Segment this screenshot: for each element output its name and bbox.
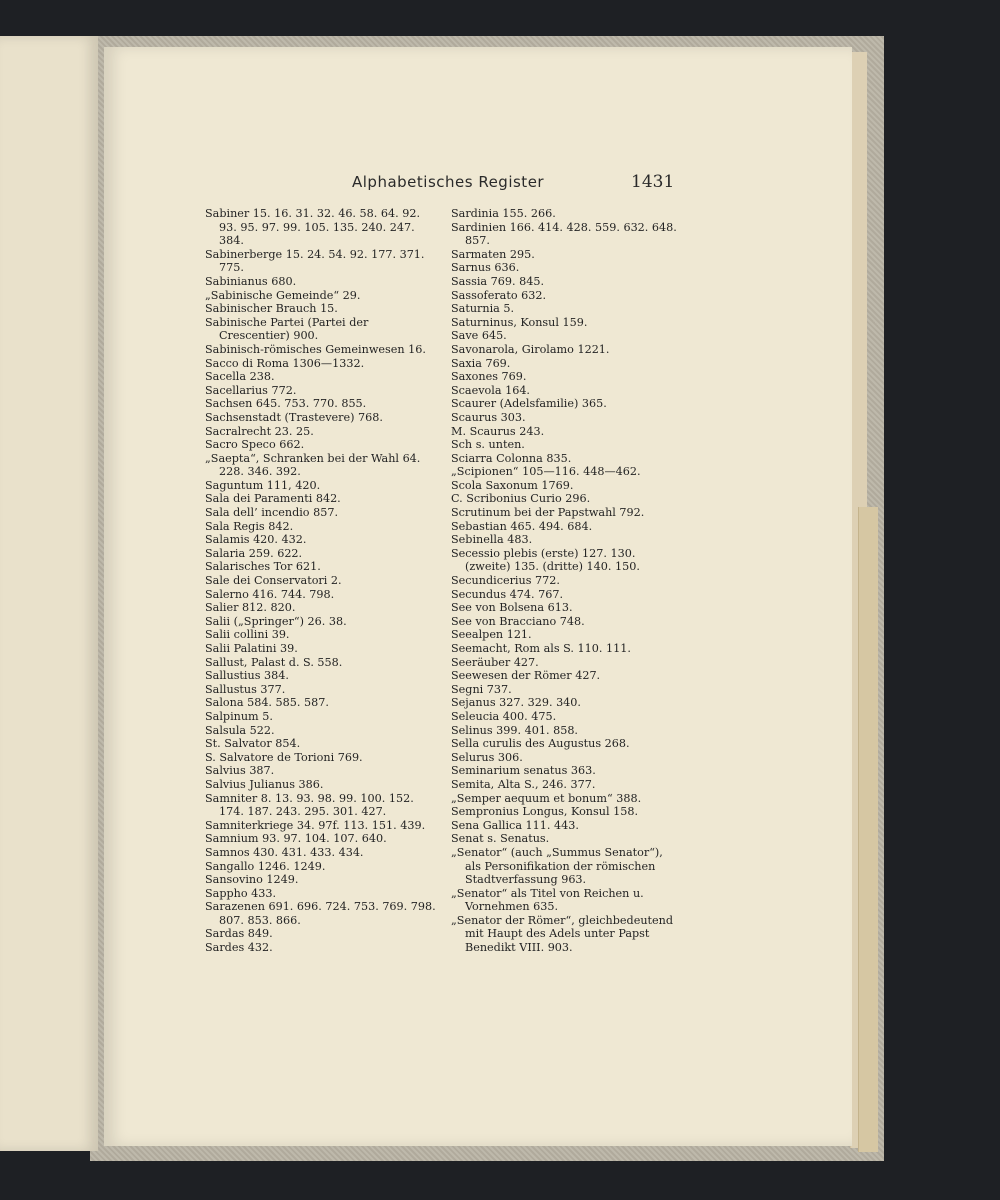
index-entry: Sarmaten 295. — [451, 247, 535, 261]
index-entry: Saxones 769. — [451, 370, 527, 384]
index-entry: Sabiner 15. 16. 31. 32. 46. 58. 64. 92. 93. 95. 97. 99. 105. 135. 240. 247. 384. — [205, 207, 421, 248]
index-entry: Sachsenstadt (Trastevere) 768. — [205, 410, 383, 424]
index-entry: Sardinia 155. 266. — [451, 207, 556, 220]
page-marker-strip — [858, 507, 878, 1152]
index-column-right — [451, 207, 679, 955]
index-entry: Sansovino 1249. — [205, 873, 299, 887]
index-entry: Sabinianus 680. — [205, 274, 297, 288]
index-entry: Salier 812. 820. — [205, 601, 296, 615]
index-entry: Sardas 849. — [205, 927, 273, 941]
index-entry: „Semper aequum et bonum“ 388. — [451, 791, 642, 805]
index-entry: Scola Saxonum 1769. — [451, 478, 574, 492]
index-entry: Samniterkriege 34. 97f. 113. 151. 439. — [205, 818, 426, 832]
index-entry: Sassia 769. 845. — [451, 274, 544, 288]
index-entry: Selinus 399. 401. 858. — [451, 723, 578, 737]
index-entry: Sacella 238. — [205, 370, 275, 384]
index-entry: Samnium 93. 97. 104. 107. 640. — [205, 832, 387, 846]
index-entry: Seleucia 400. 475. — [451, 709, 557, 723]
index-entry: Sabinerberge 15. 24. 54. 92. 177. 371. 775. — [205, 247, 425, 275]
index-entry: Sala Regis 842. — [205, 519, 294, 533]
index-entry: Sch s. unten. — [451, 438, 525, 452]
index-entry: Salii collini 39. — [205, 628, 290, 642]
index-entry: St. Salvator 854. — [205, 737, 301, 751]
index-entry: Sacralrecht 23. 25. — [205, 424, 314, 438]
index-entry: Seeräuber 427. — [451, 655, 539, 669]
index-entry: Scrutinum bei der Papstwahl 792. — [451, 506, 645, 520]
index-entry: Saturnia 5. — [451, 302, 515, 316]
index-entry: Secundus 474. 767. — [451, 587, 564, 601]
index-entry: Sebinella 483. — [451, 533, 533, 547]
index-entry: Scaevola 164. — [451, 383, 530, 397]
index-entry: Seewesen der Römer 427. — [451, 669, 601, 683]
index-entry: Sacro Speco 662. — [205, 438, 305, 452]
index-entry: Sallustus 377. — [205, 682, 286, 696]
index-entry: Seemacht, Rom als S. 110. 111. — [451, 642, 631, 655]
index-entry: Sarazenen 691. 696. 724. 753. 769. 798. 807. 853. 866. — [205, 900, 436, 927]
index-entry: Sallustius 384. — [205, 669, 289, 683]
index-entry: Salii („Springer“) 26. 38. — [205, 614, 347, 628]
index-entry: Sabinischer Brauch 15. — [205, 302, 338, 316]
index-entry: Senat s. Senatus. — [451, 832, 550, 846]
running-header: Alphabetisches Register — [352, 173, 545, 191]
index-entry: Scaurus 303. — [451, 410, 526, 424]
index-entry: Sejanus 327. 329. 340. — [451, 696, 581, 710]
index-entry: Sala dell’ incendio 857. — [205, 506, 339, 520]
index-entry: Salona 584. 585. 587. — [205, 696, 329, 710]
index-entry: Sala dei Paramenti 842. — [205, 492, 341, 506]
index-entry: „Senator der Römer“, gleichbedeutend mit Haupt des Adels unter Papst Benedikt VIII. 903. — [451, 913, 674, 955]
index-entry: Sacellarius 772. — [205, 383, 297, 397]
index-entry: M. Scaurus 243. — [451, 424, 545, 438]
index-entry: Sardinien 166. 414. 428. 559. 632. 648. 857. — [451, 220, 677, 248]
index-entry: Save 645. — [451, 329, 507, 343]
index-entry: Salvius Julianus 386. — [205, 777, 324, 791]
index-entry: Segni 737. — [451, 682, 512, 696]
index-entry: Sappho 433. — [205, 886, 277, 900]
index-entry: Salarisches Tor 621. — [205, 560, 321, 574]
index-entry: Salerno 416. 744. 798. — [205, 587, 335, 601]
index-entry: Samnos 430. 431. 433. 434. — [205, 845, 364, 859]
index-entry: Scaurer (Adelsfamilie) 365. — [451, 397, 607, 411]
index-entry: Salsula 522. — [205, 723, 275, 737]
index-entry: Salvius 387. — [205, 764, 275, 778]
index-entry: „Scipionen“ 105—116. 448—462. — [451, 465, 641, 479]
index-entry: See von Bracciano 748. — [451, 614, 585, 628]
index-entry: Seealpen 121. — [451, 628, 532, 642]
index-entry: Sangallo 1246. 1249. — [205, 859, 326, 873]
index-entry: Sallust, Palast d. S. 558. — [205, 655, 343, 669]
index-entry: Sabinisch-römisches Gemeinwesen 16. — [205, 342, 426, 356]
index-entry: Saturninus, Konsul 159. — [451, 315, 588, 329]
page-number: 1431 — [631, 172, 675, 192]
index-column-left — [205, 207, 437, 955]
index-entry: „Sabinische Gemeinde“ 29. — [205, 288, 361, 302]
index-entry: Sassoferato 632. — [451, 288, 547, 302]
index-entry: Samniter 8. 13. 93. 98. 99. 100. 152. 174. 187. 243. 295. 301. 427. — [205, 791, 414, 819]
index-entry: Salaria 259. 622. — [205, 546, 303, 560]
left-page-edge — [0, 36, 98, 1151]
index-entry: Sella curulis des Augustus 268. — [451, 737, 630, 751]
index-entry: Secessio plebis (erste) 127. 130. (zweite) 135. (dritte) 140. 150. — [451, 546, 640, 574]
index-entry: „Senator“ als Titel von Reichen u. Vornehmen 635. — [451, 886, 644, 914]
index-entry: „Saepta“, Schranken bei der Wahl 64. 228. 346. 392. — [205, 451, 421, 479]
index-entry: Seminarium senatus 363. — [451, 764, 596, 778]
index-entry: Saguntum 111, 420. — [205, 478, 321, 492]
index-entry: Saxia 769. — [451, 356, 511, 370]
index-entry: Sena Gallica 111. 443. — [451, 818, 579, 832]
index-entry: S. Salvatore de Torioni 769. — [205, 750, 363, 764]
index-entry: Sachsen 645. 753. 770. 855. — [205, 397, 367, 411]
index-entry: See von Bolsena 613. — [451, 601, 573, 615]
index-entry: Sebastian 465. 494. 684. — [451, 519, 593, 533]
index-entry: Secundicerius 772. — [451, 574, 560, 588]
index-entry: Sacco di Roma 1306—1332. — [205, 356, 365, 370]
index-entry: Semita, Alta S., 246. 377. — [451, 777, 596, 791]
index-entry: Sardes 432. — [205, 941, 273, 955]
index-entry: Sciarra Colonna 835. — [451, 451, 572, 465]
index-entry: Sabinische Partei (Partei der Crescentier) 900. — [205, 315, 369, 343]
index-entry: Salii Palatini 39. — [205, 642, 298, 655]
index-entry: Salamis 420. 432. — [205, 533, 307, 547]
index-entry: Sempronius Longus, Konsul 158. — [451, 805, 639, 819]
index-entry: Selurus 306. — [451, 750, 523, 764]
index-entry: Sarnus 636. — [451, 261, 520, 275]
index-entry: „Senator“ (auch „Summus Senator“), als Personifikation der römischen Stadtverfassung 963. — [451, 845, 663, 887]
index-entry: C. Scribonius Curio 296. — [451, 492, 591, 506]
index-entry: Sale dei Conservatori 2. — [205, 574, 342, 588]
index-entry: Salpinum 5. — [205, 709, 273, 723]
index-entry: Savonarola, Girolamo 1221. — [451, 342, 610, 356]
